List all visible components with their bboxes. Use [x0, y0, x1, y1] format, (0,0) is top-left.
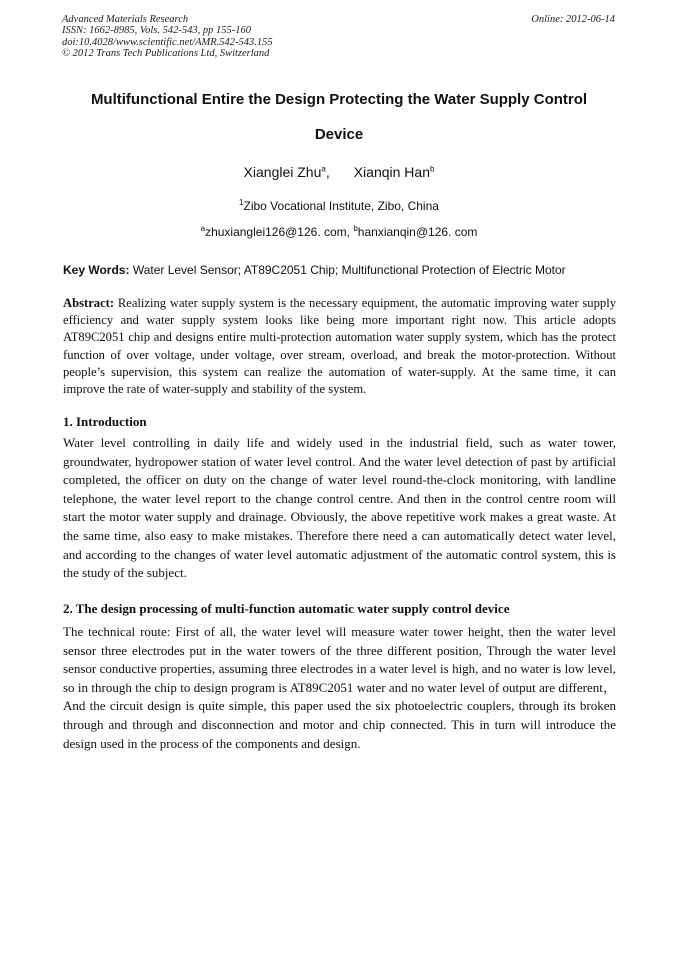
email-link[interactable]: hanxianqin@126. com	[357, 225, 478, 239]
online-date: Online: 2012-06-14	[531, 14, 615, 25]
abstract-label: Abstract:	[63, 296, 115, 310]
paper-title-line-2: Device	[314, 126, 364, 143]
section-body-design: The technical route: First of all, the water level will measure water tower height, then the water level sensor three electrodes put in the water towers of the three different position, Through the water level sensor conductive properties, assuming three electrodes in a water level is high, and no water is low level, so in through the chip to design program is AT89C2051 water and no water level of output are different，And the circuit design is quite simple, this paper used the six photoelectric couplers, through its broken through and through and disconnection and motor and chip connected. This in turn will introduce the design used in the process of the components and design.	[63, 624, 616, 751]
author-mark: a	[321, 164, 326, 174]
copyright-line: © 2012 Trans Tech Publications Ltd, Switzerland	[62, 48, 270, 60]
author-list	[60, 164, 618, 180]
keywords-text: Water Level Sensor; AT89C2051 Chip; Multifunctional Protection of Electric Motor	[132, 263, 566, 277]
section-heading-design: 2. The design processing of multi-function automatic water supply control device	[63, 601, 510, 616]
affiliation	[60, 199, 618, 213]
author-mark: b	[430, 164, 435, 174]
author-name: Xianglei Zhu	[243, 164, 322, 180]
author-separator: ,	[325, 164, 330, 180]
journal-name: Advanced Materials Research	[62, 14, 189, 25]
author-name: Xianqin Han	[353, 164, 430, 180]
journal-header	[62, 14, 273, 60]
affiliation-text: Zibo Vocational Institute, Zibo, China	[243, 199, 439, 213]
abstract-text: Realizing water supply system is the necessary equipment, the automatic improving water supply efficiency and water supply system looks like being more important right now. This article adopts AT89C2051 chip and designs entire multi-protection automation water supply system, which has the protect function of over voltage, under voltage, over stream, overload, and break the motor-protection. Without people’s supervision, this system can realize the automation of water-supply. At the same time, it can improve the rate of water-supply and stability of the system.	[63, 296, 616, 397]
doi-line: doi:10.4028/www.scientific.net/AMR.542-543.155	[62, 36, 273, 48]
author-emails	[60, 225, 618, 239]
email-link[interactable]: zhuxianglei126@126. com,	[205, 225, 350, 239]
issn-line: ISSN: 1662-8985, Vols. 542-543, pp 155-160	[62, 25, 251, 37]
paper-title-line-1: Multifunctional Entire the Design Protecting the Water Supply Control	[90, 91, 588, 108]
abstract	[63, 295, 616, 398]
section-body-introduction: Water level controlling in daily life and widely used in the industrial field, such as water tower, groundwater, hydropower station of water level control. And the water level detection of past by artificial completed, the officer on duty on the change of water level round-the-clock monitoring, with landline telephone, the water level report to the change control centre. And then in the control centre room will start the motor water supply and drainage. Obviously, the above repetitive work makes a great waste. At the same time, also easy to make mistakes. Therefore there need a can automatically detect water level, and according to the changes of water level automatic adjustment of the automatic control system, this is the study of the subject.	[63, 435, 616, 581]
email-mark: b	[353, 224, 358, 233]
email-mark: a	[200, 224, 206, 233]
keywords	[63, 263, 619, 277]
keywords-label: Key Words:	[63, 263, 130, 277]
section-heading-introduction: 1. Introduction	[63, 414, 147, 429]
affiliation-mark: 1	[239, 198, 244, 207]
